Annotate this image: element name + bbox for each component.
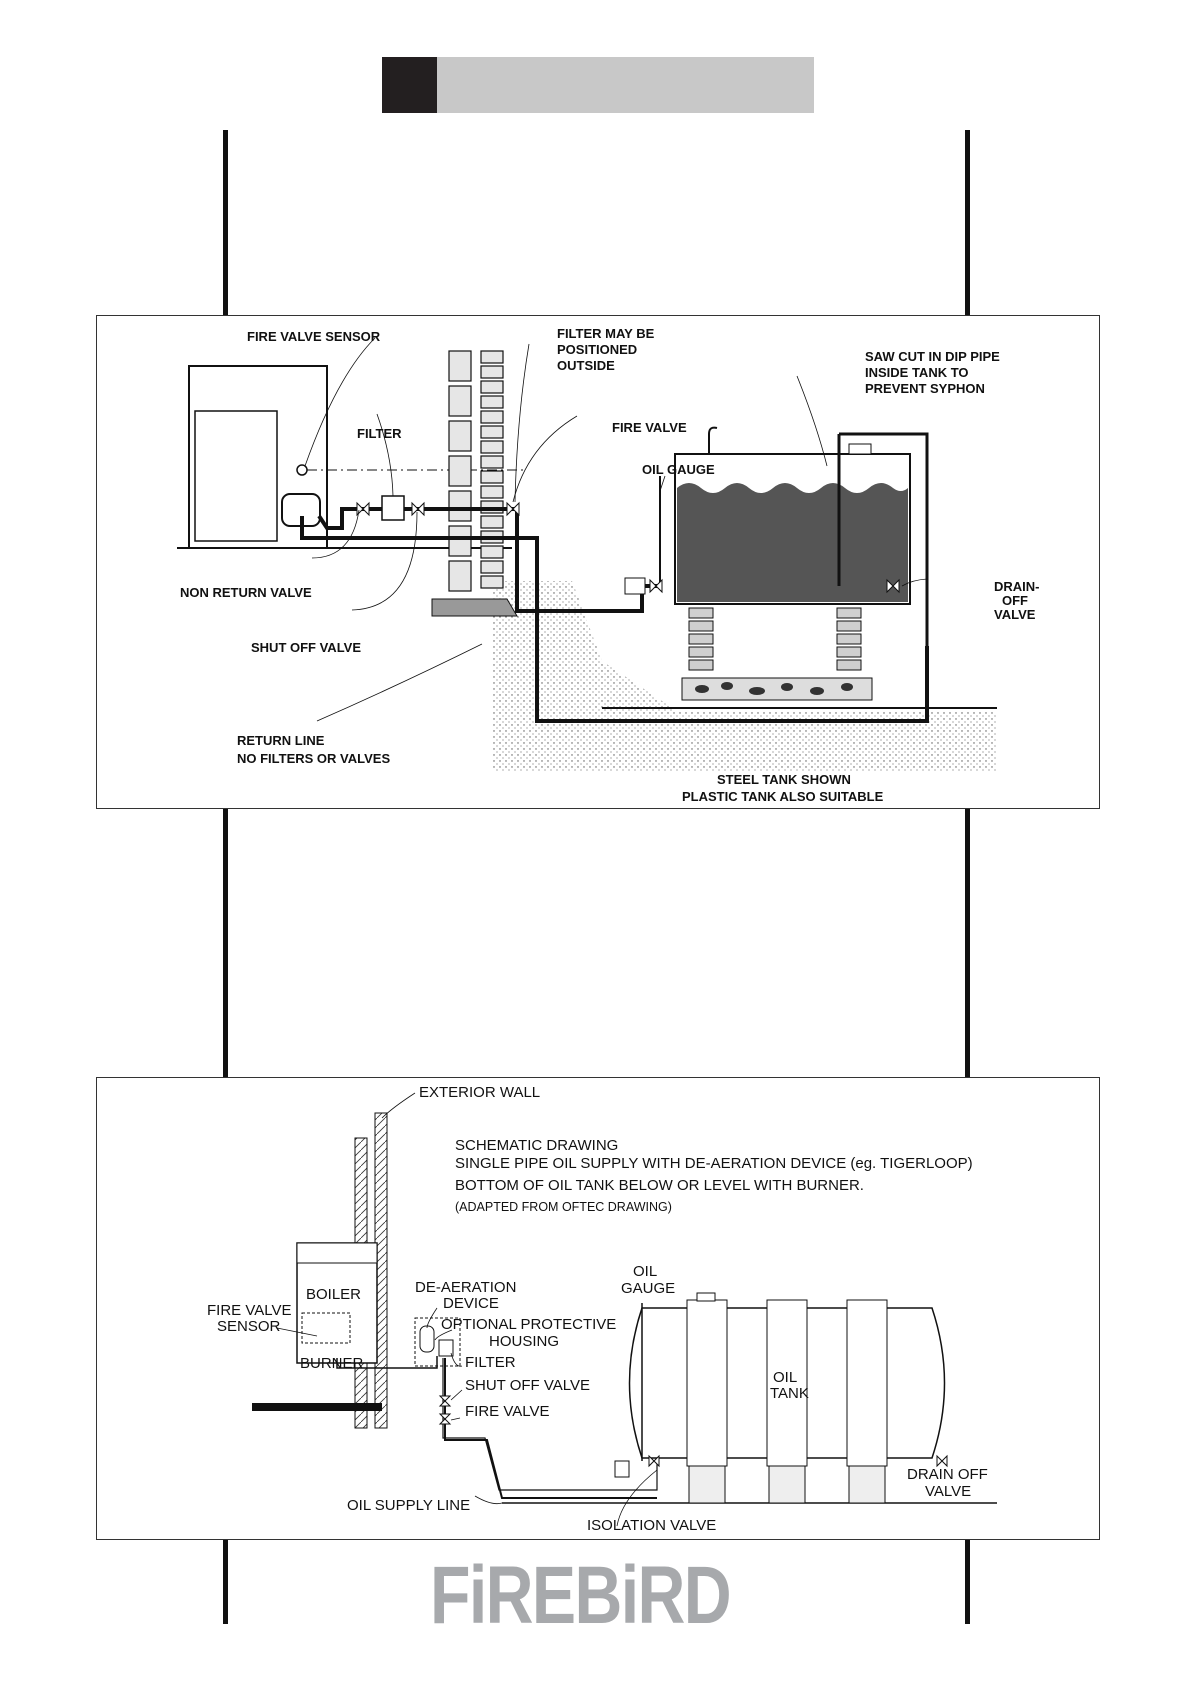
fire-valve [507,503,519,515]
shut-off-valve [412,503,424,515]
label-filter-may-be-1: FILTER MAY BE [557,326,655,341]
label-saw-cut-2: INSIDE TANK TO [865,365,969,380]
label-oil-gauge: OIL GAUGE [642,462,715,477]
label-drain-off-2: OFF [1002,593,1028,608]
label-saw-cut-1: SAW CUT IN DIP PIPE [865,349,1000,364]
diagram-1-svg [97,316,1099,808]
label-schematic-1: SCHEMATIC DRAWING [455,1137,619,1154]
label-isolation-valve: ISOLATION VALVE [587,1517,717,1534]
vent-hook [709,428,717,454]
label-exterior-wall: EXTERIOR WALL [419,1084,541,1101]
label-drain-off-3: VALVE [994,607,1036,622]
tank-filter [625,578,645,594]
tank-cap [697,1293,715,1301]
de-aeration-device [420,1326,434,1352]
label-oil-supply-line: OIL SUPPLY LINE [347,1497,471,1514]
label-de-aeration-2: DEVICE [443,1295,499,1312]
label-shut-off-valve: SHUT OFF VALVE [465,1377,591,1394]
fire-valve-sensor-dot [297,465,307,475]
boiler-panel [195,411,277,541]
label-schematic-4: (ADAPTED FROM OFTEC DRAWING) [455,1200,672,1214]
label-fire-valve: FIRE VALVE [465,1403,550,1420]
diagram-2-svg [97,1078,1099,1539]
label-fire-valve: FIRE VALVE [612,420,687,435]
label-fire-valve-sensor-1: FIRE VALVE [207,1302,292,1319]
diagram-2-frame [96,1077,1100,1540]
label-drain-off-2: VALVE [925,1483,972,1500]
tank-band-3 [847,1300,887,1466]
boiler-floor [252,1403,382,1411]
shut-off-valve-symbol [440,1396,450,1406]
logo-wordmark: FiREBiRD [430,1555,730,1635]
firebird-logo [430,1555,770,1635]
filter-body [382,496,404,520]
label-drain-off-1: DRAIN OFF [907,1466,988,1483]
fire-valve-symbol [440,1414,450,1424]
left-rail-bottom [223,1538,228,1624]
section-header-bar [437,57,814,113]
label-oil-gauge-1: OIL [633,1263,658,1280]
tank-pier-2 [769,1466,805,1503]
drain-off-valve-symbol [937,1456,947,1466]
oil-tank-fill [677,483,908,602]
label-boiler: BOILER [306,1286,362,1303]
section-marker-block [382,57,437,113]
tank-filter [615,1461,629,1477]
label-schematic-2: SINGLE PIPE OIL SUPPLY WITH DE-AERATION DEVICE (eg. TIGERLOOP) [455,1155,973,1172]
brick-wall [449,351,503,591]
right-rail-middle [965,807,970,1077]
label-fire-valve-sensor: FIRE VALVE SENSOR [247,329,381,344]
label-filter-may-be-3: OUTSIDE [557,358,615,373]
label-filter-may-be-2: POSITIONED [557,342,638,357]
tank-outlet-valve [650,580,662,592]
label-oil-gauge-2: GAUGE [621,1280,676,1297]
label-burner: BURNER [300,1355,364,1372]
tank-piers [689,608,861,670]
firebird-logo-svg [430,1555,770,1635]
label-saw-cut-3: PREVENT SYPHON [865,381,985,396]
label-fire-valve-sensor-2: SENSOR [217,1318,281,1335]
left-rail-middle [223,807,228,1077]
label-steel-tank-1: STEEL TANK SHOWN [717,772,851,787]
label-non-return-valve: NON RETURN VALVE [180,585,312,600]
label-schematic-3: BOTTOM OF OIL TANK BELOW OR LEVEL WITH BURNER. [455,1177,864,1194]
label-return-line-1: RETURN LINE [237,733,325,748]
label-filter: FILTER [357,426,402,441]
left-rail-top [223,130,228,315]
label-optional-housing-2: HOUSING [489,1333,560,1350]
tank-cap [849,444,871,454]
label-shut-off-valve: SHUT OFF VALVE [251,640,362,655]
label-filter: FILTER [465,1354,516,1371]
label-return-line-2: NO FILTERS OR VALVES [237,751,391,766]
label-de-aeration-1: DE-AERATION [415,1279,517,1296]
right-rail-bottom [965,1538,970,1624]
tank-pier-3 [849,1466,885,1503]
label-oil-tank-2: TANK [770,1385,809,1402]
label-optional-housing-1: OPTIONAL PROTECTIVE [441,1316,617,1333]
label-oil-tank-1: OIL [773,1369,798,1386]
wall-footing [432,599,517,616]
label-steel-tank-2: PLASTIC TANK ALSO SUITABLE [682,789,884,804]
right-rail-top [965,130,970,315]
label-drain-off-1: DRAIN- [994,579,1040,594]
boiler-top [297,1243,377,1263]
diagram-1-frame [96,315,1100,809]
tank-band-1 [687,1300,727,1466]
tank-pier-1 [689,1466,725,1503]
